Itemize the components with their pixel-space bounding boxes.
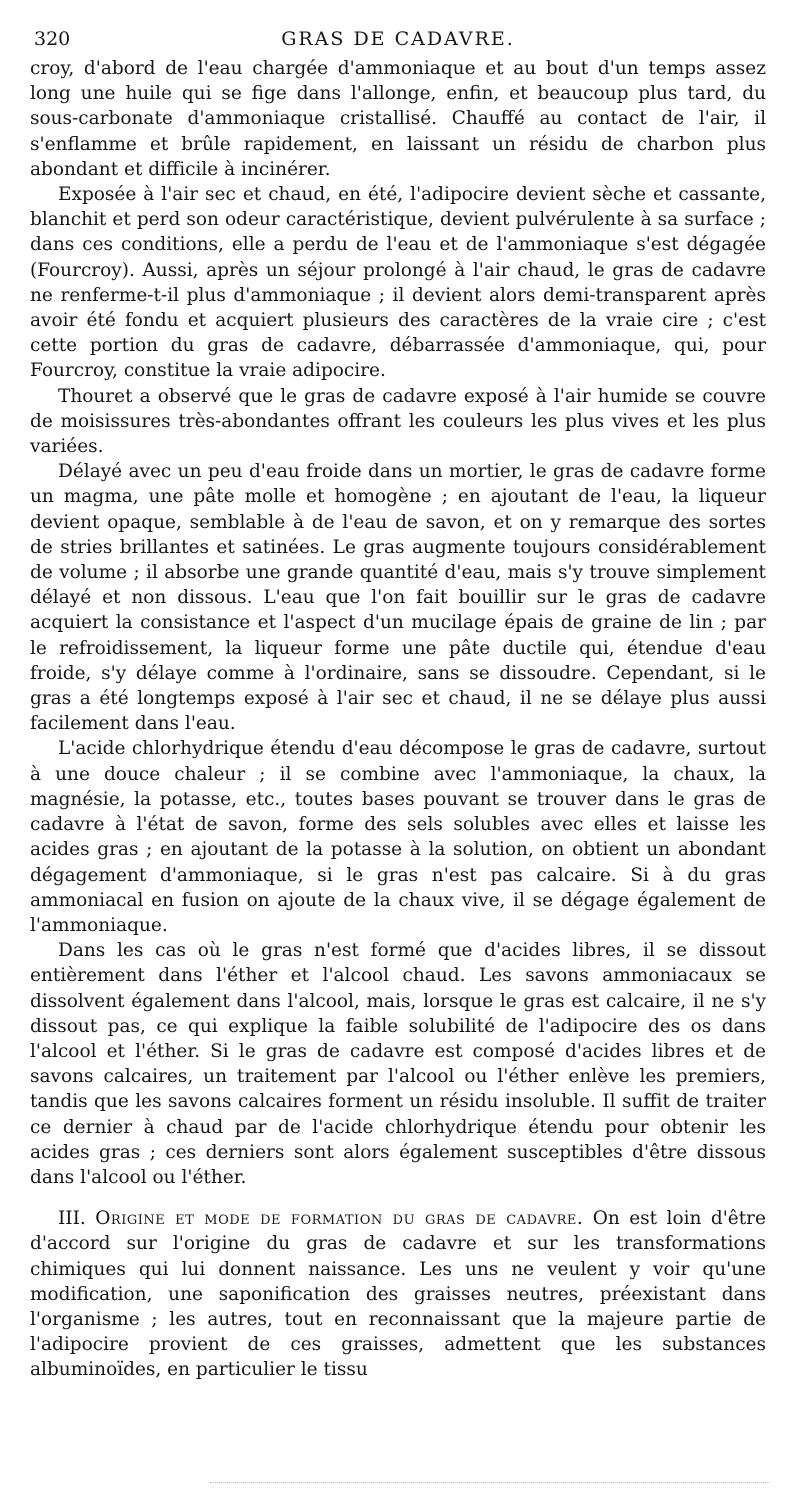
running-title: GRAS DE CADAVRE.	[281, 28, 515, 50]
body-text	[30, 56, 766, 1190]
section-heading: Origine et mode de formation du gras de cadavre.	[95, 1208, 584, 1230]
running-head	[30, 26, 766, 52]
page	[30, 26, 766, 1383]
section-iii	[30, 1206, 766, 1382]
paragraph: Exposée à l'air sec et chaud, en été, l'adipocire devient sèche et cassante, blanchit et perd son odeur caractéristique, devient pulvérulente à sa surface ; dans ces conditions, elle a perdu de l'eau et de l'ammoniaque s'est dégagée (Fourcroy). Aussi, après un séjour prolongé à l'air chaud, le gras de cadavre ne renferme-t-il plus d'ammoniaque ; il devient alors demi-transparent après avoir été fondu et acquiert plusieurs des caractères de la vraie cire ; c'est cette portion du gras de cadavre, débarrassée d'ammoniaque, qui, pour Fourcroy, constitue la vraie adipocire.	[30, 184, 766, 382]
footer-rule	[210, 1482, 770, 1483]
paragraph: Dans les cas où le gras n'est formé que d'acides libres, il se dissout entièrement dans l'éther et l'alcool chaud. Les savons ammoniacaux se dissolvent également dans l'alcool, mais, lorsque le gras est calcaire, il ne s'y dissout pas, ce qui explique la faible solubilité de l'adipocire des os dans l'alcool et l'éther. Si le gras de cadavre est composé d'acides libres et de savons calcaires, un traitement par l'alcool ou l'éther enlève les premiers, tandis que les savons calcaires forment un résidu insoluble. Il suffit de traiter ce dernier à chaud par de l'acide chlorhydrique étendu pour obtenir les acides gras ; ces derniers sont alors également susceptibles d'être dissous dans l'alcool ou l'éther.	[30, 940, 766, 1188]
page-number: 320	[34, 28, 71, 50]
section-paragraph	[30, 1206, 766, 1382]
section-number: III.	[58, 1208, 86, 1230]
paragraph: L'acide chlorhydrique étendu d'eau décompose le gras de cadavre, surtout à une douce chaleur ; il se combine avec l'ammoniaque, la chaux, la magnésie, la potasse, etc., toutes bases pouvant se trouver dans le gras de cadavre à l'état de savon, forme des sels solubles avec elles et laisse les acides gras ; en ajoutant de la potasse à la solution, on obtient un abondant dégagement d'ammoniaque, si le gras n'est pas calcaire. Si à du gras ammoniacal en fusion on ajoute de la chaux vive, il se dégage également de l'ammoniaque.	[30, 738, 766, 936]
paragraph: Thouret a observé que le gras de cadavre exposé à l'air humide se couvre de moisissures très-abondantes offrant les couleurs les plus vives et les plus variées.	[30, 385, 766, 458]
section-text: On est loin d'être d'accord sur l'origine du gras de cadavre et sur les transformations chimiques qui lui donnent naissance. Les uns ne veulent y voir qu'une modification, une saponification des graisses neutres, préexistant dans l'organisme ; les autres, tout en reconnaissant que la majeure partie de l'adipocire provient de ces graisses, admettent que les substances albuminoïdes, en particulier le tissu	[30, 1208, 766, 1381]
paragraph: Délayé avec un peu d'eau froide dans un mortier, le gras de cadavre forme un magma, une pâte molle et homogène ; en ajoutant de l'eau, la liqueur devient opaque, semblable à de l'eau de savon, et on y remarque des sortes de stries brillantes et satinées. Le gras augmente toujours considérablement de volume ; il absorbe une grande quantité d'eau, mais s'y trouve simplement délayé et non dissous. L'eau que l'on fait bouillir sur le gras de cadavre acquiert la consistance et l'aspect d'un mucilage épais de graine de lin ; par le refroidissement, la liqueur forme une pâte ductile qui, étendue d'eau froide, s'y délaye comme à l'ordinaire, sans se dissoudre. Cependant, si le gras a été longtemps exposé à l'air sec et chaud, il ne se délaye plus aussi facilement dans l'eau.	[30, 461, 766, 735]
paragraph: croy, d'abord de l'eau chargée d'ammoniaque et au bout d'un temps assez long une huile qui se fige dans l'allonge, enfin, et beaucoup plus tard, du sous-carbonate d'ammoniaque cristallisé. Chauffé au contact de l'air, il s'enflamme et brûle rapidement, en laissant un résidu de charbon plus abondant et difficile à incinérer.	[30, 58, 766, 180]
